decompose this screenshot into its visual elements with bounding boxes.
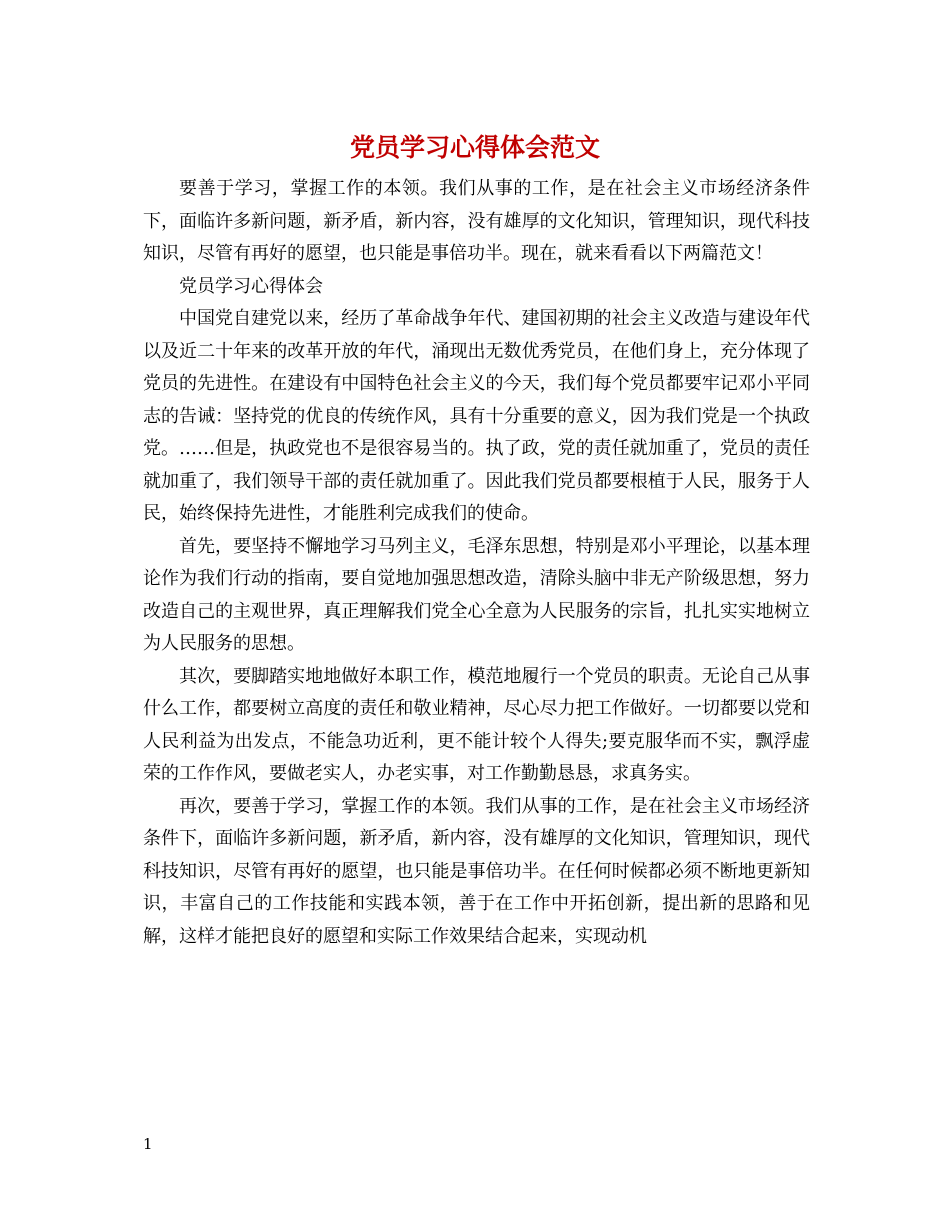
page-number: 1 [143, 1135, 153, 1153]
document-body [143, 173, 810, 953]
body-paragraph: 首先，要坚持不懈地学习马列主义，毛泽东思想，特别是邓小平理论，以基本理论作为我们行动的指南，要自觉地加强思想改造，清除头脑中非无产阶级思想，努力改造自己的主观世界，真正理解我们党全心全意为人民服务的宗旨，扎扎实实地树立为人民服务的思想。 [143, 535, 810, 654]
body-paragraph: 其次，要脚踏实地地做好本职工作，模范地履行一个党员的职责。无论自己从事什么工作，都要树立高度的责任和敬业精神，尽心尽力把工作做好。一切都要以党和人民利益为出发点，不能急功近利，更不能计较个人得失;要克服华而不实，飘浮虚荣的工作作风，要做老实人，办老实事，对工作勤勤恳恳，求真务实。 [143, 665, 810, 784]
intro-paragraph: 要善于学习，掌握工作的本领。我们从事的工作，是在社会主义市场经济条件下，面临许多新问题，新矛盾，新内容，没有雄厚的文化知识，管理知识，现代科技知识，尽管有再好的愿望，也只能是事倍功半。现在，就来看看以下两篇范文！ [143, 178, 810, 264]
section-heading: 党员学习心得体会 [179, 275, 323, 297]
document-title: 党员学习心得体会范文 [349, 133, 600, 162]
body-paragraph: 中国党自建党以来，经历了革命战争年代、建国初期的社会主义改造与建设年代以及近二十年来的改革开放的年代，涌现出无数优秀党员，在他们身上，充分体现了党员的先进性。在建设有中国特色社会主义的今天，我们每个党员都要牢记邓小平同志的告诫：坚持党的优良的传统作风，具有十分重要的意义，因为我们党是一个执政党。……但是，执政党也不是很容易当的。执了政，党的责任就加重了，党员的责任就加重了，我们领导干部的责任就加重了。因此我们党员都要根植于人民，服务于人民，始终保持先进性，才能胜利完成我们的使命。 [143, 308, 810, 524]
body-paragraph: 再次，要善于学习，掌握工作的本领。我们从事的工作，是在社会主义市场经济条件下，面临许多新问题，新矛盾，新内容，没有雄厚的文化知识，管理知识，现代科技知识，尽管有再好的愿望，也只能是事倍功半。在任何时候都必须不断地更新知识，丰富自己的工作技能和实践本领，善于在工作中开拓创新，提出新的思路和见解，这样才能把良好的愿望和实际工作效果结合起来，实现动机 [143, 795, 810, 947]
